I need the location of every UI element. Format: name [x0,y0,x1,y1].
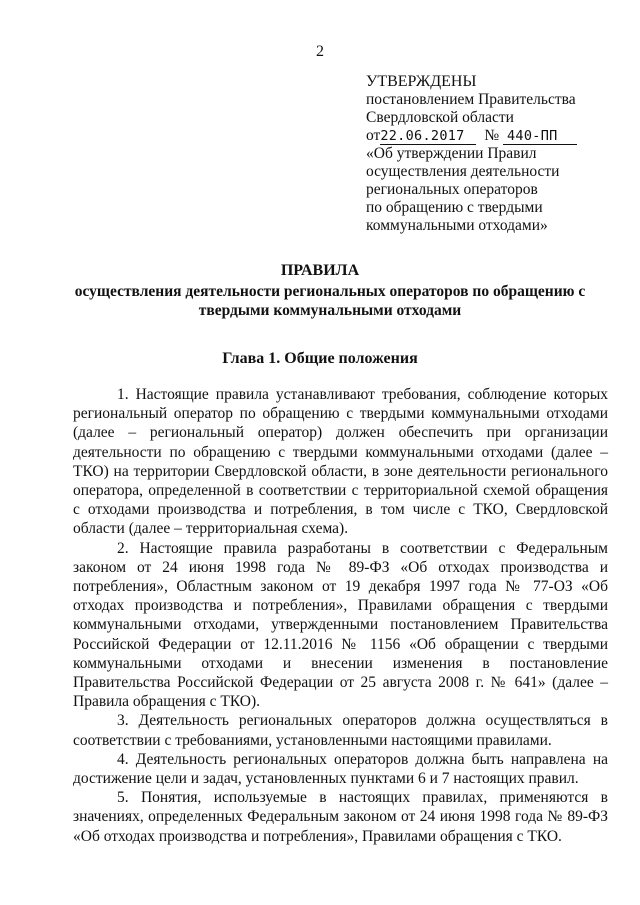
approval-line-2: Свердловской области [366,109,514,126]
approval-block [366,73,628,235]
approval-date: 22.06.2017 [380,129,476,145]
approval-date-line [366,127,628,145]
page-number: 2 [316,43,324,60]
document-subtitle: осуществления деятельности региональных операторов по обращению с твердыми коммунальными отходами [74,283,586,319]
approval-subject-4: по обращению с твердыми [366,199,543,216]
approval-subject-5: коммунальными отходами» [366,217,548,234]
approval-subject-1: «Об утверждении Правил [366,145,537,162]
document-title: ПРАВИЛА [280,262,360,279]
approval-title: УТВЕРЖДЕНЫ [366,73,477,90]
number-label: № [484,127,500,144]
paragraph-1: 1. Настоящие правила устанавливают требования, соблюдение которых региональный оператор по обращению с твердыми коммунальными отходами (далее – региональный оператор) должен обеспечить при организации деятельности по обращению с твердыми коммунальными отходами (далее – ТКО) на территории Свердловской области, в зоне деятельности регионального оператора, определенной в соответствии с территориальной схемой обращения с отходами производства и потребления, в том числе с ТКО, Свердловской области (далее – территориальная схема). [73,386,608,538]
chapter-heading: Глава 1. Общие положения [222,350,418,367]
approval-subject-3: региональных операторов [366,181,538,198]
paragraph-5: 5. Понятия, используемые в настоящих правилах, применяются в значениях, определенных Федеральным законом от 24 июня 1998 года № 89-ФЗ «Об отходах производства и потребления», Правилами обращения с ТКО. [73,789,608,845]
paragraph-4: 4. Деятельность региональных операторов должна быть направлена на достижение цели и задач, установленных пунктами 6 и 7 настоящих правил. [73,750,608,788]
paragraph-3: 3. Деятельность региональных операторов должна осуществляться в соответствии с требованиями, установленными настоящими правилами. [73,712,608,749]
body-text [73,385,608,846]
approval-line-1: постановлением Правительства [366,91,576,108]
approval-number: 440-ПП [503,129,577,145]
paragraph-2: 2. Настоящие правила разработаны в соответствии с Федеральным законом от 24 июня 1998 года № 89-ФЗ «Об отходах производства и потребления», Областным законом от 19 декабря 1997 года № 77-ОЗ «Об отходах производства и потребления», Правилами обращения с твердыми коммунальными отходами, утвержденными постановлением Правительства Российской Федерации от 12.11.2016 № 1156 «Об обращении с твердыми коммунальными отходами и внесении изменения в постановление Правительства Российской Федерации от 25 августа 2008 г. № 641» (далее – Правила обращения с ТКО). [73,539,608,711]
date-prefix: от [366,127,381,144]
approval-subject-2: осуществления деятельности [366,163,560,180]
